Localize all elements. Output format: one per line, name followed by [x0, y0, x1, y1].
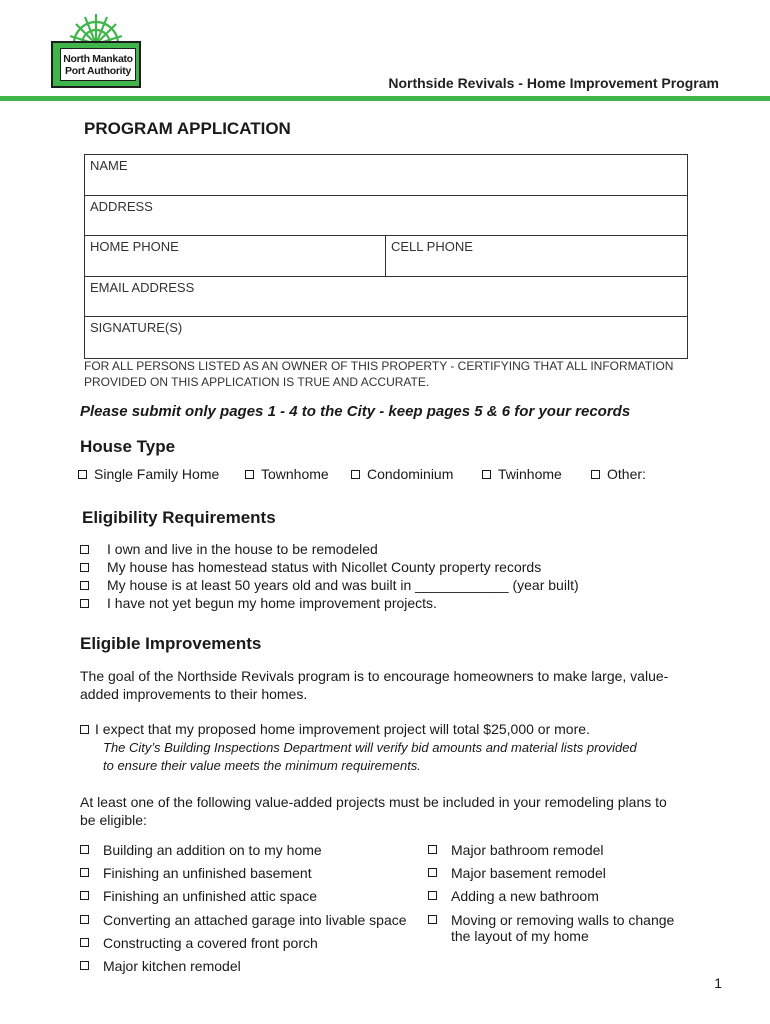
- option-label: Condominium: [367, 466, 454, 482]
- address-row[interactable]: [85, 196, 687, 237]
- house-type-option-other[interactable]: [591, 466, 646, 482]
- certify-line-1: FOR ALL PERSONS LISTED AS AN OWNER OF THIS PROPERTY - CERTIFYING THAT ALL INFORMATION: [84, 359, 674, 373]
- project-label: Major kitchen remodel: [103, 957, 241, 974]
- checkbox[interactable]: [80, 845, 89, 854]
- project-item[interactable]: [80, 865, 407, 888]
- project-label: Finishing an unfinished attic space: [103, 888, 318, 905]
- checkbox[interactable]: [428, 845, 437, 854]
- note-line-1: The City’s Building Inspections Department will verify bid amounts and material lists provided: [103, 740, 637, 755]
- project-label: Converting an attached garage into livable space: [103, 911, 407, 928]
- intro-line-2: be eligible:: [80, 812, 147, 828]
- checkbox[interactable]: [245, 470, 254, 479]
- project-label: Major bathroom remodel: [451, 842, 604, 858]
- project-label: [451, 912, 674, 944]
- checkbox[interactable]: [80, 915, 89, 924]
- house-type-option-townhome[interactable]: [245, 466, 329, 482]
- eligibility-heading: Eligibility Requirements: [82, 508, 276, 527]
- checkbox[interactable]: [80, 581, 89, 590]
- eligibility-label: My house has homestead status with Nicollet County property records: [107, 559, 542, 575]
- checkbox[interactable]: [80, 938, 89, 947]
- project-item[interactable]: [428, 865, 674, 888]
- program-title: Northside Revivals - Home Improvement Program: [388, 75, 719, 91]
- project-item[interactable]: [80, 912, 407, 935]
- logo-text: [60, 48, 136, 81]
- project-item[interactable]: [80, 842, 407, 865]
- checkbox[interactable]: [428, 915, 437, 924]
- project-label: Constructing a covered front porch: [103, 934, 318, 951]
- eligibility-item[interactable]: [80, 594, 579, 612]
- checkbox[interactable]: [428, 868, 437, 877]
- eligibility-label: I have not yet begun my home improvement projects.: [107, 595, 437, 611]
- email-field[interactable]: EMAIL ADDRESS: [90, 279, 195, 295]
- option-label: Other:: [607, 466, 646, 482]
- project-label-line-2: the layout of my home: [451, 927, 589, 944]
- house-type-option-twinhome[interactable]: [482, 466, 562, 482]
- project-label: Major basement remodel: [451, 865, 606, 882]
- project-total-item[interactable]: [80, 721, 590, 737]
- checkbox[interactable]: [351, 470, 360, 479]
- eligibility-list: [80, 540, 579, 612]
- logo-line-1: North Mankato: [63, 52, 133, 65]
- cell-phone-field[interactable]: CELL PHONE: [391, 239, 473, 254]
- checkbox[interactable]: [80, 545, 89, 554]
- project-label: Building an addition on to my home: [103, 842, 322, 858]
- checkbox[interactable]: [428, 891, 437, 900]
- port-authority-logo: [46, 10, 146, 90]
- goal-line-2: added improvements to their homes.: [80, 686, 308, 702]
- checkbox[interactable]: [78, 470, 87, 479]
- name-row[interactable]: [85, 155, 687, 196]
- checkbox[interactable]: [80, 891, 89, 900]
- logo-frame: [51, 41, 141, 88]
- option-label: Townhome: [261, 466, 329, 482]
- project-item[interactable]: [428, 912, 674, 948]
- required-projects-intro: [80, 793, 680, 829]
- checkbox[interactable]: [591, 470, 600, 479]
- project-item[interactable]: [80, 935, 407, 958]
- address-field[interactable]: ADDRESS: [90, 198, 153, 214]
- checkbox[interactable]: [80, 961, 89, 970]
- project-total-label: I expect that my proposed home improvement project will total $25,000 or more.: [95, 721, 590, 737]
- certify-line-2: PROVIDED ON THIS APPLICATION IS TRUE AND ACCURATE.: [84, 375, 430, 389]
- email-row[interactable]: [85, 277, 687, 318]
- logo-line-2: Port Authority: [65, 64, 131, 77]
- project-list-left: [80, 842, 407, 981]
- page-number: 1: [714, 975, 722, 991]
- home-phone-field[interactable]: HOME PHONE: [85, 236, 386, 276]
- project-label-line-1: Moving or removing walls to change: [451, 911, 675, 928]
- project-item[interactable]: [80, 958, 407, 981]
- eligibility-label: I own and live in the house to be remodeled: [107, 541, 378, 557]
- improvements-heading: Eligible Improvements: [80, 634, 262, 653]
- intro-line-1: At least one of the following value-added projects must be included in your remodeling plans to: [80, 794, 667, 810]
- name-field[interactable]: NAME: [90, 158, 128, 173]
- eligibility-item[interactable]: [80, 540, 579, 558]
- application-form: [84, 154, 688, 359]
- inspection-note: [103, 739, 683, 775]
- project-item[interactable]: [428, 842, 674, 865]
- house-type-option-condominium[interactable]: [351, 466, 453, 482]
- phone-row: [85, 236, 687, 277]
- goal-line-1: The goal of the Northside Revivals program is to encourage homeowners to make large, value-: [80, 668, 669, 684]
- submit-instructions: Please submit only pages 1 - 4 to the City - keep pages 5 & 6 for your records: [80, 403, 631, 420]
- signature-row[interactable]: [85, 317, 687, 358]
- checkbox[interactable]: [482, 470, 491, 479]
- project-item[interactable]: [80, 888, 407, 911]
- house-type-heading: House Type: [80, 437, 176, 456]
- eligibility-item[interactable]: [80, 576, 579, 594]
- checkbox[interactable]: [80, 563, 89, 572]
- project-list-right: [428, 842, 674, 948]
- house-type-option-single-family[interactable]: [78, 466, 219, 482]
- checkbox[interactable]: [80, 725, 89, 734]
- header-divider: [0, 96, 770, 101]
- option-label: Twinhome: [498, 466, 562, 482]
- eligibility-item[interactable]: [80, 558, 579, 576]
- program-goal: [80, 667, 680, 703]
- signature-field[interactable]: SIGNATURE(S): [90, 320, 183, 335]
- certification-statement: [84, 358, 688, 390]
- application-title: PROGRAM APPLICATION: [84, 119, 291, 138]
- checkbox[interactable]: [80, 868, 89, 877]
- eligibility-label: My house is at least 50 years old and was built in ____________ (year built): [107, 577, 579, 593]
- option-label: Single Family Home: [94, 466, 220, 482]
- project-item[interactable]: [428, 888, 674, 911]
- note-line-2: to ensure their value meets the minimum requirements.: [103, 758, 421, 773]
- checkbox[interactable]: [80, 599, 89, 608]
- project-label: Finishing an unfinished basement: [103, 865, 312, 882]
- project-label: Adding a new bathroom: [451, 888, 599, 905]
